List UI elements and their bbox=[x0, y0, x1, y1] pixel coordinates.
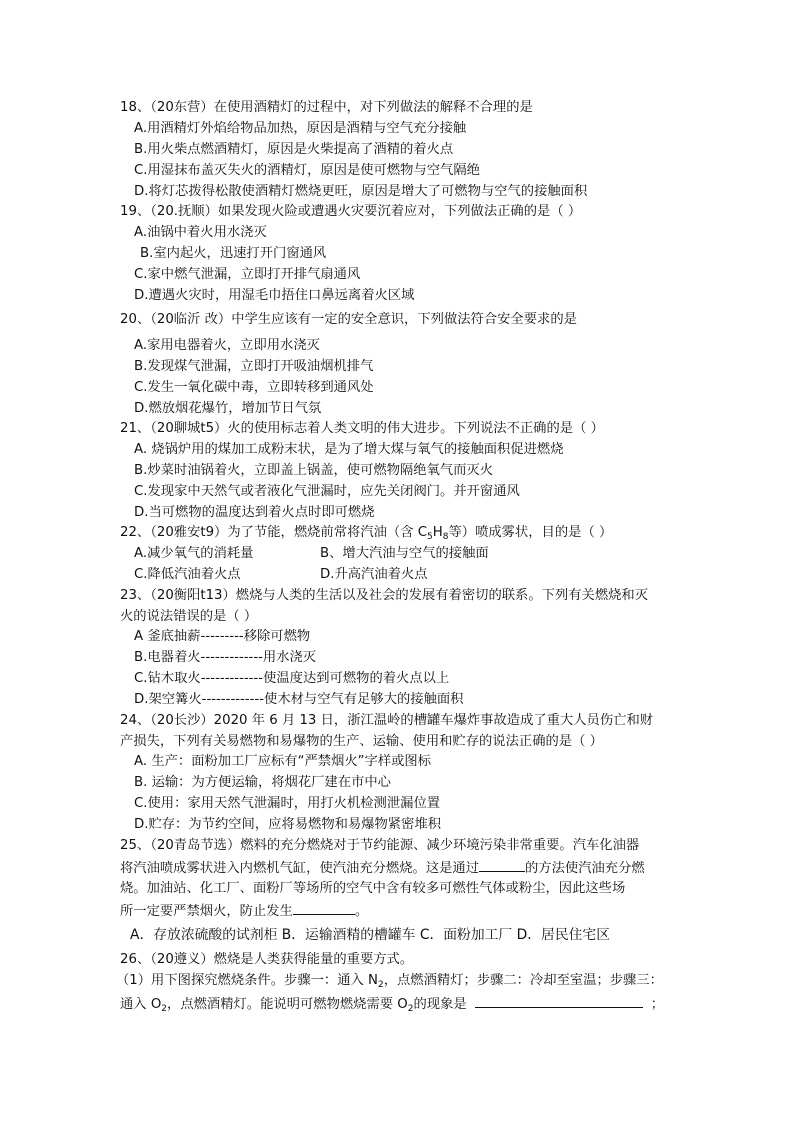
question-18-option-a: A.用酒精灯外焰给物品加热，原因是酒精与空气充分接触 bbox=[134, 121, 467, 136]
question-24-stem: 24、（20长沙）2020 年 6 月 13 日，浙江温岭的槽罐车爆炸事故造成了重大人员伤亡和财 bbox=[120, 713, 654, 728]
question-20-option-a: A.家用电器着火，立即用水浇灭 bbox=[134, 338, 320, 353]
question-22-stem: 22、（20雅安t9）为了节能，燃烧前常将汽油（含 $C_5H_8$等）喷成雾状，目的是（ ） bbox=[120, 525, 613, 542]
question-19-stem: 19、（20.抚顺）如果发现火险或遭遇火灾要沉着应对，下列做法正确的是（ ） bbox=[120, 204, 582, 219]
question-23-option-d: D.架空篝火-------------使木材与空气有足够大的接触面积 bbox=[134, 692, 464, 707]
question-24-option-a: A. 生产：面粉加工厂应标有“严禁烟火”字样或图标 bbox=[134, 754, 432, 769]
answer-blank-1[interactable] bbox=[479, 857, 525, 872]
question-23-option-c: C.钻木取火-------------使温度达到可燃物的着火点以上 bbox=[134, 671, 450, 686]
question-22-option-d: D.升高汽油着火点 bbox=[320, 567, 428, 582]
question-25-choices: A．存放浓硫酸的试剂柜 B．运输酒精的槽罐车 C．面粉加工厂 D．居民住宅区 bbox=[130, 927, 611, 943]
question-20-stem: 20、（20临沂 改）中学生应该有一定的安全意识，下列做法符合安全要求的是 bbox=[120, 312, 577, 327]
question-22-option-b: B、增大汽油与空气的接触面 bbox=[320, 546, 489, 561]
question-18-option-d: D.将灯芯拨得松散使酒精灯燃烧更旺，原因是增大了可燃物与空气的接触面积 bbox=[134, 184, 588, 199]
question-25-line-1: 25、（20青岛节选）燃料的充分燃烧对于节约能源、减少环境污染非常重要。汽车化油器 bbox=[120, 838, 640, 853]
question-23-stem: 23、（20衡阳t13）燃烧与人类的生活以及社会的发展有着密切的联系。下列有关燃烧和灭 bbox=[120, 588, 649, 603]
question-19-option-a: A.油锅中着火用水浇灭 bbox=[134, 225, 267, 240]
question-20-option-c: C.发生一氧化碳中毒，立即转移到通风处 bbox=[134, 380, 374, 395]
question-21-stem: 21、（20聊城t5）火的使用标志着人类文明的伟大进步。下列说法不正确的是（ ） bbox=[120, 421, 604, 436]
question-18-stem: 18、（20东营）在使用酒精灯的过程中，对下列做法的解释不合理的是 bbox=[120, 100, 533, 115]
answer-blank-2[interactable] bbox=[293, 900, 355, 915]
question-18-option-c: C.用湿抹布盖灭失火的酒精灯，原因是使可燃物与空气隔绝 bbox=[134, 163, 480, 178]
question-24-option-c: C.使用：家用天然气泄漏时，用打火机检测泄漏位置 bbox=[134, 796, 441, 811]
question-21-option-c: C.发现家中天然气或者液化气泄漏时，应先关闭阀门。并开窗通风 bbox=[134, 484, 520, 499]
question-26-stem: 26、（20遵义）燃烧是人类获得能量的重要方式。 bbox=[120, 952, 414, 967]
question-19-option-b: B.室内起火，迅速打开门窗通风 bbox=[140, 246, 327, 261]
question-25-line-2: 将汽油喷成雾状进入内燃机气缸，使汽油充分燃烧。这是通过 的方法使汽油充分燃 bbox=[120, 857, 645, 879]
question-23-option-b: B.电器着火-------------用水浇灭 bbox=[134, 650, 317, 665]
question-20-option-d: D.燃放烟花爆竹，增加节日气氛 bbox=[134, 401, 322, 416]
question-25-line-4: 所一定要严禁烟火，防止发生 。 bbox=[120, 900, 368, 922]
question-21-option-a: A. 烧锅炉用的煤加工成粉末状，是为了增大煤与氧气的接触面积促进燃烧 bbox=[134, 442, 564, 457]
answer-blank-3[interactable] bbox=[475, 993, 643, 1008]
question-21-option-d: D.当可燃物的温度达到着火点时即可燃烧 bbox=[134, 505, 375, 520]
question-24-option-d: D.贮存：为节约空间，应将易燃物和易爆物紧密堆积 bbox=[134, 817, 441, 832]
question-24-stem-continued: 产损失，下列有关易燃物和易爆物的生产、运输、使用和贮存的说法正确的是（ ） bbox=[120, 734, 603, 749]
question-22-option-c: C.降低汽油着火点 bbox=[134, 567, 241, 582]
question-26-line-3: 通入 $O_2$，点燃酒精灯。能说明可燃物燃烧需要 $O_2$的现象是 ； bbox=[120, 993, 664, 1016]
question-21-option-b: B.炒菜时油锅着火，立即盖上锅盖，使可燃物隔绝氧气而灭火 bbox=[134, 463, 494, 478]
question-22-option-a: A.减少氧气的消耗量 bbox=[134, 546, 254, 561]
question-18-option-b: B.用火柴点燃酒精灯，原因是火柴提高了酒精的着火点 bbox=[134, 142, 454, 157]
question-25-line-3: 烧。加油站、化工厂、面粉厂等场所的空气中含有较多可燃性气体或粉尘，因此这些场 bbox=[120, 881, 626, 896]
question-23-option-a: A 釜底抽薪---------移除可燃物 bbox=[134, 629, 311, 644]
question-20-option-b: B.发现煤气泄漏，立即打开吸油烟机排气 bbox=[134, 359, 374, 374]
question-26-line-2: （1）用下图探究燃烧条件。步骤一：通入 $N_2$，点燃酒精灯；步骤二：冷却至室温；步骤三： bbox=[116, 973, 663, 990]
question-24-option-b: B. 运输：为方便运输，将烟花厂建在市中心 bbox=[134, 775, 391, 790]
question-19-option-c: C.家中燃气泄漏，立即打开排气扇通风 bbox=[134, 267, 361, 282]
question-23-stem-continued: 火的说法错误的是（ ） bbox=[120, 609, 258, 624]
question-19-option-d: D.遭遇火灾时，用湿毛巾捂住口鼻远离着火区域 bbox=[134, 288, 415, 303]
